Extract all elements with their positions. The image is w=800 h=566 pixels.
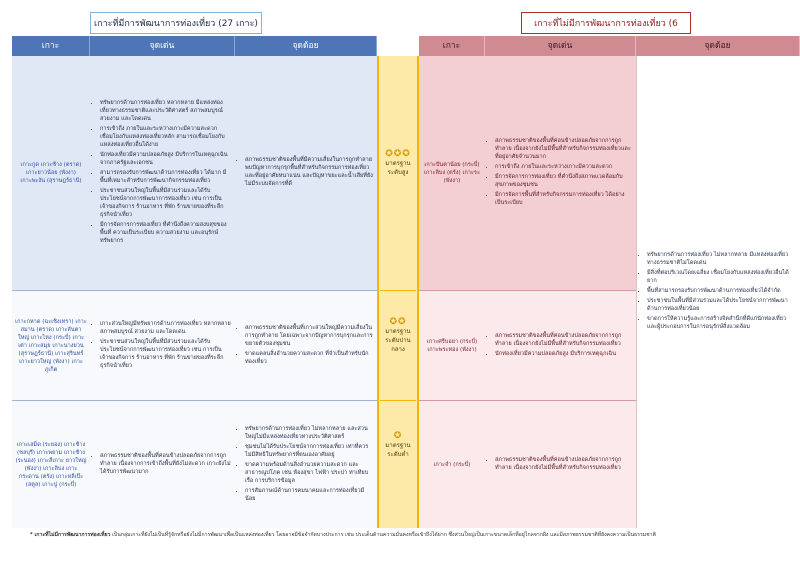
footnote xyxy=(30,532,780,539)
row3-weakness-item: • ชุมชนไม่ได้รับประโยชน์จากการท่องเที่ยว เท่าที่ควร ไม่มีสิทธิในทรัพยากรที่ตนเองอาศัยอยู่ xyxy=(245,443,373,459)
undeveloped-row3-strengths xyxy=(485,400,636,528)
row3-weaknesses xyxy=(235,400,377,528)
row3-weakness-item: • ทรัพยากรด้านการท่องเที่ยว ไม่หลากหลาย และส่วนใหญ่ไม่มีแหล่งท่องเที่ยวทางประวัติศาสตร์ xyxy=(245,425,373,441)
undeveloped-row2-strengths xyxy=(485,290,636,400)
undeveloped-row1-strength-item: • การเข้าถึง ภายในและระหว่างเกาะมีความสะดวก xyxy=(495,163,632,171)
row3-weakness-item: • ขาดความพร้อมด้านสิ่งอำนวยความสะดวก และสาธารณูปโภค เช่น ห้องสุขา ไฟฟ้า ประปา ท่าเทียบเรือ การบริการข้อมูล xyxy=(245,461,373,485)
standard-high-stars-icon: ✪✪✪ xyxy=(385,149,411,159)
row2-weakness-item: • สภาพธรรมชาติของพื้นที่เกาะส่วนใหญ่มีความเสี่ยงในการถูกทำลาย โดยเฉพาะจากปัญหาการบุกรุกและการขยายตัวของชุมชน xyxy=(245,324,373,348)
undeveloped-weakness-item: • พื้นที่สามารถรองรับการพัฒนาด้านการท่องเที่ยวได้จำกัด xyxy=(647,287,796,295)
row1-strength-item: • ทรัพยากรด้านการท่องเที่ยว หลากหลาย มีแหล่งท่องเที่ยวทางธรรมชาติและประวัติศาสตร์ สภาพสมบูรณ์ สวยงาม และโดดเด่น xyxy=(100,99,231,123)
row1-strength-item: • สามารถรองรับการพัฒนาด้านการท่องเที่ยว ได้มาก มีพื้นที่เหมาะสำหรับการพัฒนากิจกรรมท่องเที่ยว xyxy=(100,169,231,185)
undeveloped-row1-strength-item: • มีการจัดการพื้นที่สำหรับกิจกรรมการท่องเที่ยว ได้อย่างเป็นระเบียบ xyxy=(495,191,632,207)
row1-weaknesses xyxy=(235,56,377,290)
row2-strength-item: • ประชาชนส่วนใหญ่ในพื้นที่มีส่วนร่วมและได้รับประโยชน์จากการพัฒนาการท่องเที่ยว เช่น การเป็นเจ้าของกิจการ ร้านอาหาร ที่พัก ร้านขายของที่ระลึก ธุรกิจนำเที่ยว xyxy=(100,338,231,370)
row2-islands: เกาะกหาด (ฉะเชิงเทรา) เกาะสมาน (ตราด) เกาะลันตาใหญ่ เกาะไหง (กระบี่) เกาะเต่า เกาะสมุย เกาะนางยวน (สุราษฎร์ธานี) เกาะสุรินทร์ เกาะยาวใหญ่ (พังงา) เกาะภูเก็ต xyxy=(12,290,90,400)
standard-high-label: มาตรฐานระดับสูง xyxy=(385,160,411,176)
undeveloped-row3-strength-item: • สภาพธรรมชาติของพื้นที่ค่อนข้างปลอดภัยจากการถูกทำลาย เนื่องจากยังไม่มีพื้นที่สำหรับกิจกรรมท่องเที่ยว xyxy=(495,456,632,472)
standard-divider xyxy=(380,290,416,291)
row1-strengths xyxy=(90,56,235,290)
row1-strength-item: • การเข้าถึง ภายในและระหว่างเกาะมีความสะดวก เชื่อมโยงกับแหล่งท่องเที่ยวหลัก สามารถเชื่อมโยงกับแหล่งท่องเที่ยวอื่นได้ง่าย xyxy=(100,125,231,149)
standard-medium xyxy=(379,318,417,354)
row1-strength-item: • ประชาชนส่วนใหญ่ในพื้นที่มีส่วนร่วมและได้รับประโยชน์จากการพัฒนาการท่องเที่ยว เช่น การเป็นเจ้าของกิจการ ร้านอาหาร ที่พัก ร้านขายของที่ระลึก ธุรกิจนำเที่ยว xyxy=(100,187,231,219)
standard-divider xyxy=(380,400,416,401)
standard-low-label: มาตรฐานระดับต่ำ xyxy=(385,442,411,458)
undeveloped-row3-islands: เกาะจำ (กระบี่) xyxy=(419,400,485,528)
undeveloped-weakness-item: • ทรัพยากรด้านการท่องเที่ยว ไม่หลากหลาย มีแหล่งท่องเที่ยวทางธรรมชาติไม่โดดเด่น xyxy=(647,251,796,267)
standard-medium-stars-icon: ✪✪ xyxy=(389,317,407,327)
undeveloped-row1-strength-item: • สภาพธรรมชาติของพื้นที่ค่อนข้างปลอดภัยจากการถูกทำลาย เนื่องจากยังไม่มีพื้นที่สำหรับกิจกรรมท่องเที่ยวและที่อยู่อาศัยจำนวนมาก xyxy=(495,137,632,161)
undeveloped-row2-islands: เกาะศรีบอยา (กระบี่) เกาะพระทอง (พังงา) xyxy=(419,290,485,400)
header-strength: จุดเด่น xyxy=(90,36,235,56)
header-undeveloped-weakness: จุดด้อย xyxy=(636,36,800,56)
undeveloped-row1-islands: เกาะปันตาน้อย (กระบี่) เกาะลิบง (ตรัง) เกาะระ (พังงา) xyxy=(419,56,485,290)
undeveloped-weakness-item: • มีสิ่งที่ต่อบริเวณโดยเฉลี่ยง เชื่อมโยงกับแหล่งท่องเที่ยวอื่นได้ยาก xyxy=(647,269,796,285)
undeveloped-row2-strength-item: • นักท่องเที่ยวมีความปลอดภัยสูง มีบริการเหตุฉุกเฉิน xyxy=(495,350,632,358)
undeveloped-row1-strength-item: • มีการจัดการการท่องเที่ยว ที่คำนึงถึงสภาพแวดล้อมกับสุขภาพของชุมชน xyxy=(495,173,632,189)
undeveloped-row1-strengths xyxy=(485,56,636,290)
row1-islands: เกาะกูด เกาะช้าง (ตราด) เกาะยาวน้อย (พังงา) เกาะพะงัน (สุราษฎร์ธานี) xyxy=(12,56,90,290)
undeveloped-weaknesses xyxy=(636,56,800,528)
standard-low-stars-icon: ✪ xyxy=(393,431,403,441)
row1-strength-item: • มีการจัดการการท่องเที่ยว ที่คำนึงถึงความสงบสุขของพื้นที่ ความเป็นระเบียบ ความสวยงาม และอนุรักษ์ทรัพยากร xyxy=(100,221,231,245)
undeveloped-weakness-item: • ประชาชนในพื้นที่มีส่วนร่วมและได้ประโยชน์จากการพัฒนาด้านการท่องเที่ยวน้อย xyxy=(647,297,796,313)
undeveloped-weakness-item: • ขาดการให้ความรู้และการสร้างจิตสำนึกที่ดีแก่นักท่องเที่ยวและผู้ประกอบการในการอนุรักษ์สิ่งแวดล้อม xyxy=(647,315,796,331)
standard-low xyxy=(379,432,417,459)
developed-islands-banner: เกาะที่มีการพัฒนาการท่องเที่ยว (27 เกาะ) xyxy=(90,12,262,34)
row3-weakness-item: • การสัมภาษณ์ด้านการคมนาคมและการท่องเที่ยวมีน้อย xyxy=(245,487,373,503)
footnote-title: * เกาะที่ไม่มีการพัฒนาการท่องเที่ยว xyxy=(30,532,111,538)
undeveloped-row2-strength-item: • สภาพธรรมชาติของพื้นที่ค่อนข้างปลอดภัยจากการถูกทำลาย เนื่องจากยังไม่มีพื้นที่สำหรับกิจกรรมท่องเที่ยว xyxy=(495,332,632,348)
standard-high xyxy=(379,150,417,177)
row2-strength-item: • เกาะส่วนใหญ่มีทรัพยากรด้านการท่องเที่ยว หลากหลาย สภาพสมบูรณ์ สวยงาม และโดดเด่น xyxy=(100,320,231,336)
row2-weaknesses xyxy=(235,290,377,400)
row2-strengths xyxy=(90,290,235,400)
row3-strength-item: • สภาพธรรมชาติของพื้นที่ค่อนข้างปลอดภัยจากการถูกทำลาย เนื่องจากการเข้าถึงพื้นที่ยังไม่สะดวก เกาะยังไม่ได้รับการพัฒนามาก xyxy=(100,452,231,476)
row3-islands: เกาะเสม็ด (ระยอง) เกาะช้าง (ชลบุรี) เกาะพยาม เกาะช้าง (ระนอง) เกาะสีเกาะ ยาวใหญ่ (พังงา) เกาะลิบง เกาะกระดาน (ตรัง) เกาะหลีเป๊ะ (สตูล) เกาะปู (กระบี่) xyxy=(12,400,90,528)
header-weakness: จุดด้อย xyxy=(235,36,377,56)
header-undeveloped-island: เกาะ xyxy=(419,36,485,56)
row1-strength-item: • นักท่องเที่ยวมีความปลอดภัยสูง มีบริการในเหตุฉุกเฉินจากภาครัฐและเอกชน xyxy=(100,151,231,167)
footnote-text: เป็นกลุ่มเกาะที่ยังไม่เป็นที่รู้จักหรือยังไม่มีการพัฒนาเพื่อเป็นแหล่งท่องเที่ยว โดยอาจมีข้อจำกัดบางประการ เช่น ประเด็นด้านความมั่นคงหรือเข้าถึงได้ยาก ซึ่งส่วนใหญ่เป็นเกาะขนาดเล็กที่อยู่ไกลจากฝั่ง และมีสภาพธรรมชาติที่ยังคงความเป็นธรรมชาติ xyxy=(112,532,656,538)
standard-medium-label: มาตรฐานระดับปานกลาง xyxy=(385,328,411,353)
undeveloped-islands-banner: เกาะที่ไม่มีการพัฒนาการท่องเที่ยว (6 xyxy=(521,12,691,34)
header-island: เกาะ xyxy=(12,36,90,56)
row1-weakness-item: • สภาพธรรมชาติของพื้นที่มีความเสี่ยงในการถูกทำลาย พบปัญหาการบุกรุกพื้นที่สำหรับกิจกรรมการท่องเที่ยวและที่อยู่อาศัยหนาแน่น และปัญหาขยะและน้ำเสียที่ยังไม่มีระบบจัดการที่ดี xyxy=(245,156,373,188)
row3-strengths xyxy=(90,400,235,528)
header-undeveloped-strength: จุดเด่น xyxy=(485,36,636,56)
row2-weakness-item: • ขาดแคลนสิ่งอำนวยความสะดวก ที่จำเป็นสำหรับนักท่องเที่ยว xyxy=(245,350,373,366)
